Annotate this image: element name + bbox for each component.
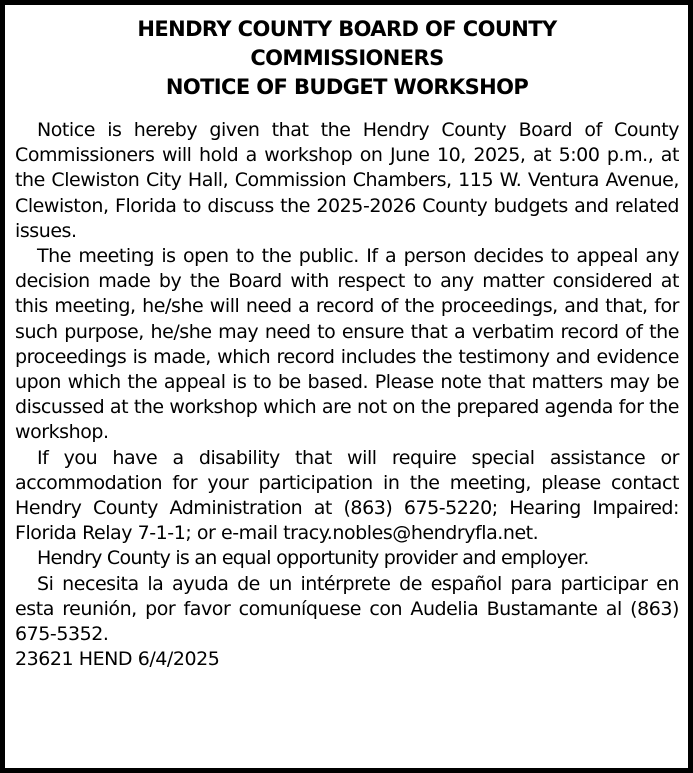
paragraph-workshop-details: Notice is hereby given that the Hendry County Board of County Commissioners will hold a workshop on June 10, 2025, at 5:00 p.m., at the Clewiston City Hall, Commission Chambers, 115 W. Ventura Avenue, Clewiston, Florida to discuss the 2025-2026 County budgets and related issues. [15,119,679,242]
notice-reference-number: 23621 HEND 6/4/2025 [15,648,220,671]
title-line-2: COMMISSIONERS [250,46,444,70]
title-line-3: NOTICE OF BUDGET WORKSHOP [165,75,529,99]
paragraph-spanish-interpreter: Si necesita la ayuda de un intérprete de español para participar en esta reunión, por favor comuníquese con Audelia Bustamante al (863) 675-5352. [15,572,679,646]
notice-title [15,15,679,102]
paragraph-equal-opportunity: Hendry County is an equal opportunity provider and employer. [37,547,589,570]
paragraph-accessibility: If you have a disability that will require special assistance or accommodation for your participation in the meeting, please contact Hendry County Administration at (863) 675-5220; Hearing Impaired: Florida Relay 7-1-1; or e-mail tracy.nobles@hendryfla.net. [15,446,679,545]
paragraph-appeal-information: The meeting is open to the public. If a person decides to appeal any decision made by the Board with respect to any matter considered at this meeting, he/she will need a record of the proceedings, and that, for such purpose, he/she may need to ensure that a verbatim record of the proceedings is made, which record includes the testimony and evidence upon which the appeal is to be based. Please note that matters may be discussed at the workshop which are not on the prepared agenda for the workshop. [15,245,679,444]
notice-body [15,118,679,672]
title-line-1: HENDRY COUNTY BOARD OF COUNTY [137,17,557,41]
